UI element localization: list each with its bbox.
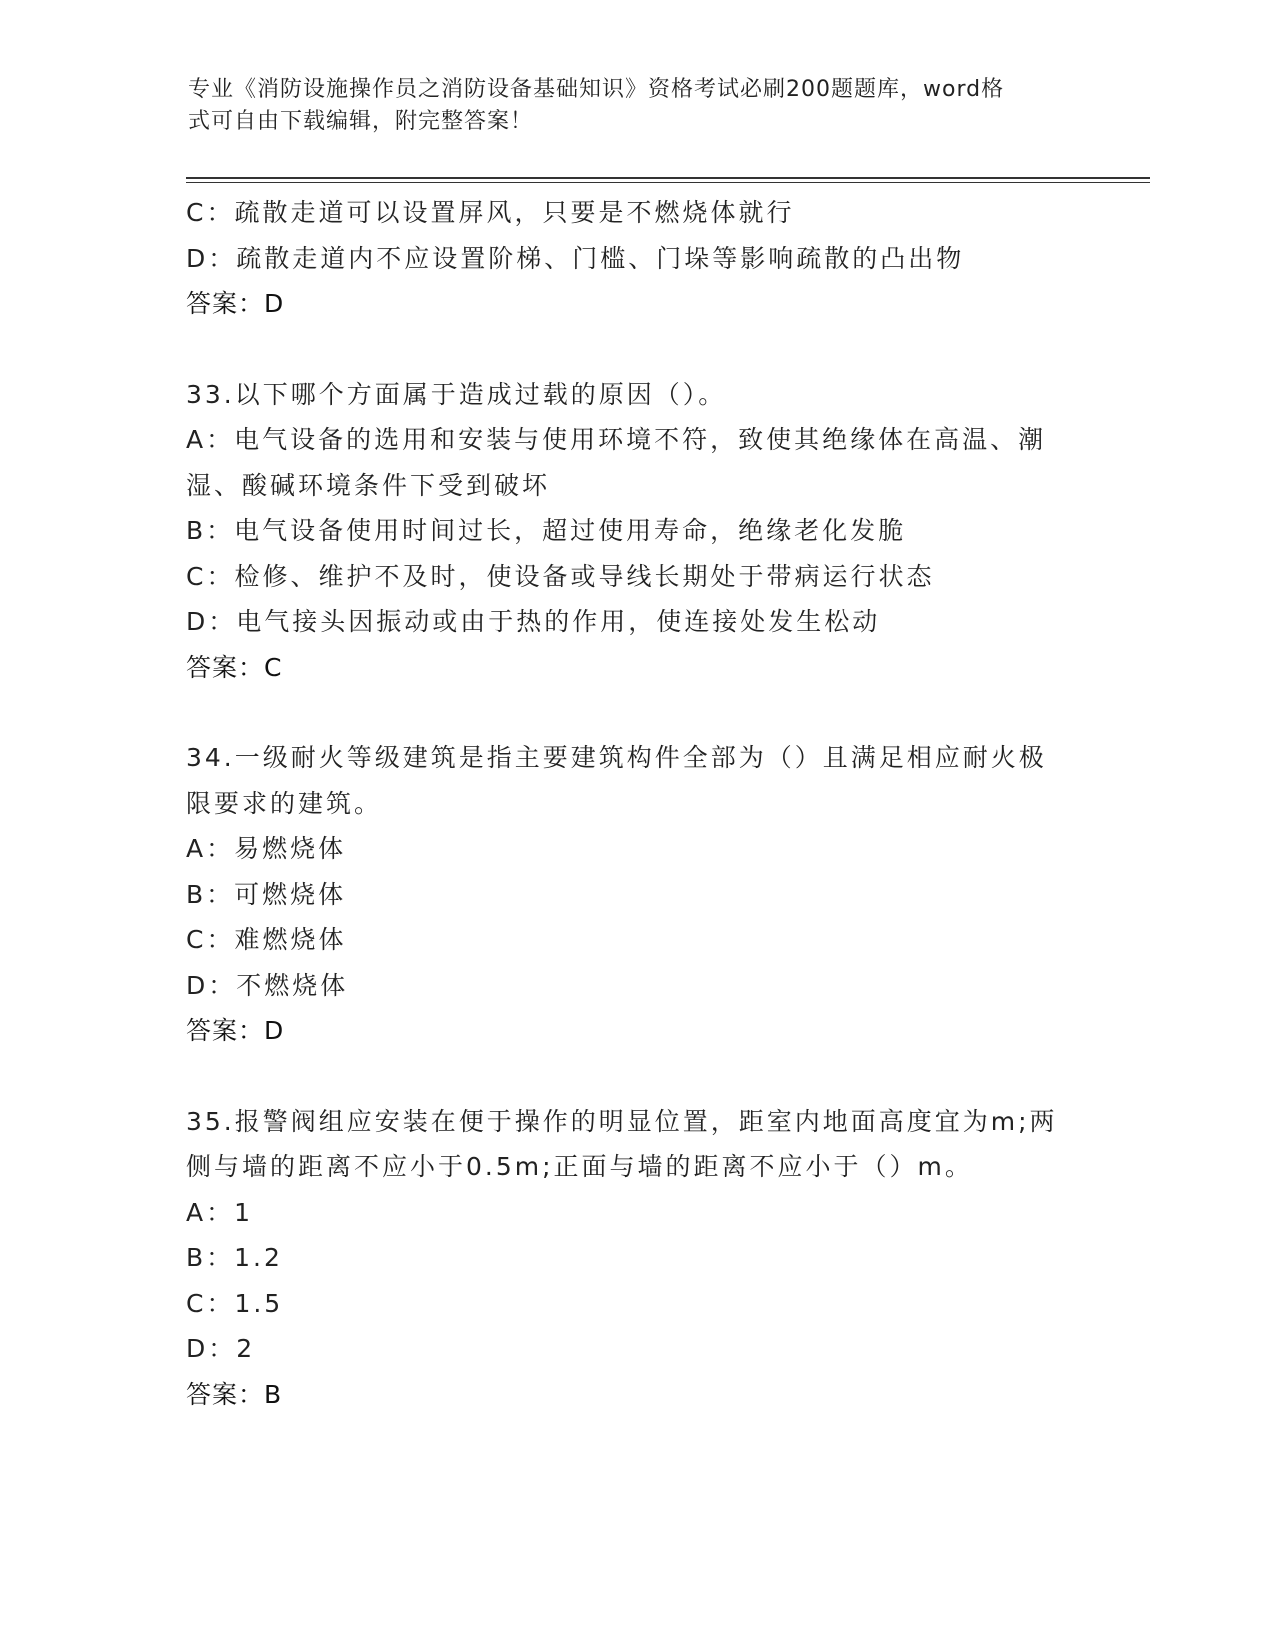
option-d: D：疏散走道内不应设置阶梯、门槛、门垛等影响疏散的凸出物 [186, 243, 965, 273]
question-33 [186, 372, 1086, 691]
answer-label: 答案：B [186, 1379, 283, 1409]
header-divider [186, 177, 1150, 179]
option-a: A：电气设备的选用和安装与使用环境不符，致使其绝缘体在高温、潮 [186, 425, 1047, 454]
spacer [186, 327, 1086, 372]
option-d: D：2 [186, 1334, 256, 1363]
option-c: C：检修、维护不及时，使设备或导线长期处于带病运行状态 [186, 561, 935, 591]
option-c: C：疏散走道可以设置屏风，只要是不燃烧体就行 [186, 198, 795, 227]
header-line-2: 式可自由下载编辑，附完整答案！ [188, 109, 534, 134]
question-stem-continued: 侧与墙的距离不应小于0.5m;正面与墙的距离不应小于（）m。 [186, 1152, 973, 1181]
option-a: A：易燃烧体 [186, 834, 347, 863]
option-b: B：电气设备使用时间过长，超过使用寿命，绝缘老化发脆 [186, 516, 907, 545]
question-stem: 34.一级耐火等级建筑是指主要建筑构件全部为（）且满足相应耐火极 [186, 743, 1047, 772]
option-c: C：难燃烧体 [186, 925, 347, 954]
spacer [186, 690, 1086, 735]
answer-label: 答案：D [186, 1016, 285, 1045]
question-32-tail [186, 190, 1086, 327]
question-list [186, 190, 1086, 1417]
option-b: B：1.2 [186, 1243, 283, 1272]
option-a: A：1 [186, 1197, 254, 1227]
question-34 [186, 735, 1086, 1054]
question-stem: 33.以下哪个方面属于造成过载的原因（）。 [186, 379, 727, 409]
option-d: D：电气接头因振动或由于热的作用，使连接处发生松动 [186, 607, 881, 636]
header-divider-thin [186, 182, 1150, 183]
document-header [188, 74, 1068, 138]
option-a-continued: 湿、酸碱环境条件下受到破坏 [186, 470, 551, 500]
option-b: B：可燃烧体 [186, 879, 347, 909]
question-stem: 35.报警阀组应安装在便于操作的明显位置，距室内地面高度宜为m;两 [186, 1106, 1058, 1136]
option-d: D：不燃烧体 [186, 970, 349, 1000]
header-line-1: 专业《消防设施操作员之消防设备基础知识》资格考试必刷200题题库，word格 [188, 77, 1005, 102]
answer-label: 答案：C [186, 652, 283, 682]
answer-label: 答案：D [186, 289, 285, 318]
question-35 [186, 1099, 1086, 1418]
option-c: C：1.5 [186, 1288, 284, 1318]
spacer [186, 1054, 1086, 1099]
question-stem-continued: 限要求的建筑。 [186, 788, 383, 818]
